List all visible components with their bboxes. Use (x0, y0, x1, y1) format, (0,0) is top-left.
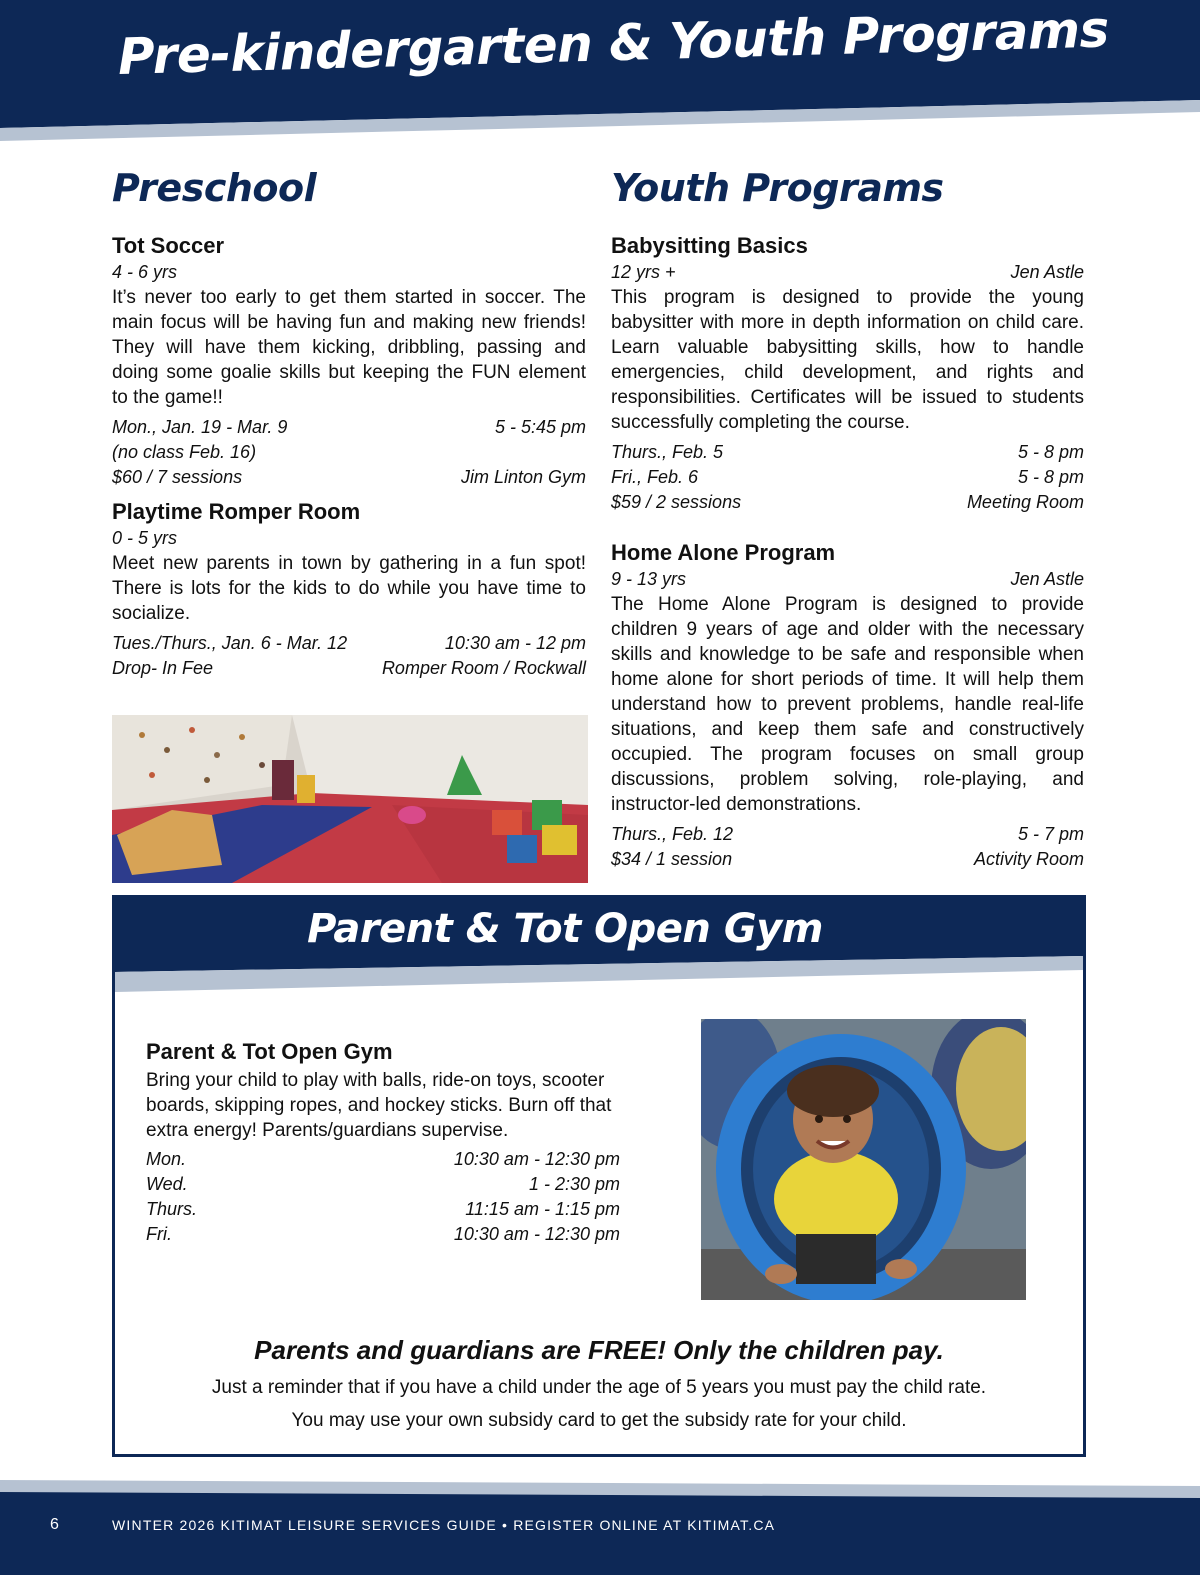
program-age: 0 - 5 yrs (112, 528, 178, 548)
preschool-heading: Preschool (112, 166, 317, 210)
schedule-row: (no class Feb. 16) (112, 442, 257, 462)
child-tunnel-photo (701, 1019, 1026, 1300)
schedule-row: $59 / 2 sessions Meeting Room (611, 492, 1084, 512)
program-name: Home Alone Program (611, 540, 836, 565)
program-description: It’s never too early to get them started in soccer. The main focus will be having fun and making new friends! They will have them kicking, dribbling, passing and doing some goalie skills but keeping the FUN element to the game!! (112, 287, 586, 408)
program-babysitting-basics (611, 232, 1084, 515)
schedule-row: Thurs., Feb. 5 5 - 8 pm (611, 442, 1084, 462)
youth-column (611, 160, 1084, 876)
program-home-alone (611, 539, 1084, 872)
program-description: Meet new parents in town by gathering in a fun spot! There is lots for the kids to do while you have time to socialize. (112, 553, 586, 624)
program-playtime-romper-room (112, 498, 586, 681)
program-instructor: Jen Astle (1010, 569, 1084, 589)
romper-room-photo (112, 715, 588, 883)
program-name: Parent & Tot Open Gym (146, 1039, 393, 1064)
program-schedule (611, 822, 1084, 872)
schedule-row: $60 / 7 sessions Jim Linton Gym (112, 467, 586, 487)
schedule-row: Tues./Thurs., Jan. 6 - Mar. 12 10:30 am - 12 pm (112, 633, 586, 653)
schedule-row: Drop- In Fee Romper Room / Rockwall (112, 658, 586, 678)
free-notice: Parents and guardians are FREE! Only the children pay. (254, 1335, 944, 1365)
page-title: Pre-kindergarten & Youth Programs (117, 0, 1110, 86)
program-schedule (112, 415, 586, 490)
preschool-column (112, 160, 586, 888)
program-instructor: Jen Astle (1010, 262, 1084, 282)
schedule-row: Wed. 1 - 2:30 pm (146, 1174, 620, 1194)
program-schedule (112, 631, 586, 681)
open-gym-details (146, 1038, 636, 1247)
open-gym-banner-title: Parent & Tot Open Gym (307, 906, 823, 952)
schedule-row: Fri. 10:30 am - 12:30 pm (146, 1224, 620, 1244)
program-schedule (611, 440, 1084, 515)
schedule-row: Fri., Feb. 6 5 - 8 pm (611, 467, 1084, 487)
program-name: Playtime Romper Room (112, 499, 361, 524)
program-description: This program is designed to provide the young babysitter with more in depth information on child care. Learn valuable babysitting skills, how to handle emergencies, child development, and rights and responsibilities. Certificates will be issued to students successfully completing the course. (611, 287, 1084, 433)
program-age: 12 yrs + (611, 262, 676, 282)
child-rate-reminder: Just a reminder that if you have a child under the age of 5 years you must pay the child rate. (211, 1377, 987, 1398)
subsidy-reminder: You may use your own subsidy card to get the subsidy rate for your child. (291, 1410, 907, 1431)
schedule-row: Thurs. 11:15 am - 1:15 pm (146, 1199, 620, 1219)
program-tot-soccer (112, 232, 586, 490)
schedule-row: Mon., Jan. 19 - Mar. 9 5 - 5:45 pm (112, 417, 586, 437)
footer-text: WINTER 2026 KITIMAT LEISURE SERVICES GUIDE • REGISTER ONLINE AT KITIMAT.CA (112, 1517, 776, 1533)
page-number: 6 (50, 1516, 59, 1533)
program-age: 9 - 13 yrs (611, 569, 687, 589)
schedule-row: Mon. 10:30 am - 12:30 pm (146, 1149, 620, 1169)
schedule-row: $34 / 1 session Activity Room (611, 849, 1084, 869)
open-gym-box (112, 895, 1086, 1457)
schedule-row: Thurs., Feb. 12 5 - 7 pm (611, 824, 1084, 844)
program-age: 4 - 6 yrs (112, 262, 178, 282)
program-name: Tot Soccer (112, 233, 225, 258)
program-name: Babysitting Basics (611, 233, 808, 258)
program-description: Bring your child to play with balls, ride-on toys, scooter boards, skipping ropes, and hockey sticks. Burn off that extra energy! Parents/guardians supervise. (146, 1070, 612, 1141)
program-description: The Home Alone Program is designed to provide children 9 years of age and older with the necessary skills and knowledge to be safe and responsible when home alone for short periods of time. It will help them understand how to prevent problems, handle real-life situations, and keep them safe and constructively occupied. The program focuses on small group discussions, problem solving, role-playing, and instructor-led demonstrations. (611, 594, 1084, 815)
youth-heading: Youth Programs (611, 166, 944, 210)
open-gym-times (146, 1147, 636, 1247)
